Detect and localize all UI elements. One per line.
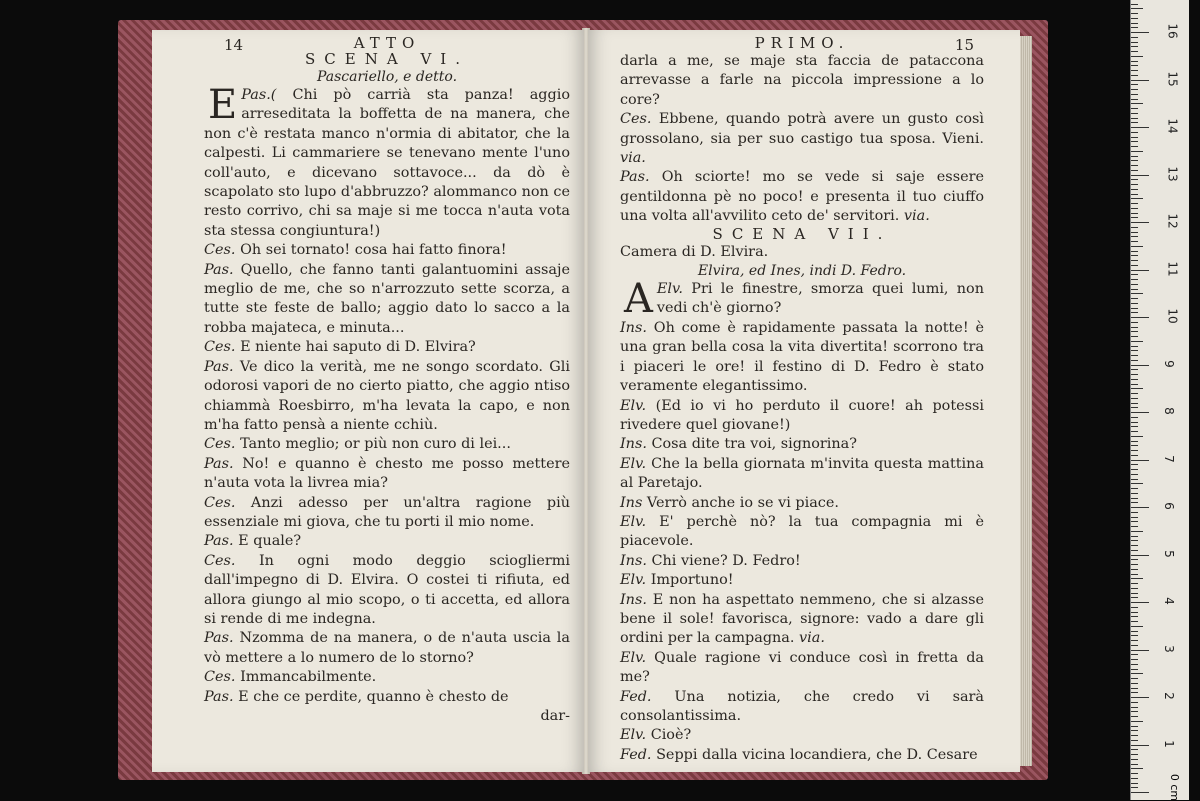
ruler-tick: [1131, 483, 1143, 484]
ruler-tick: [1131, 208, 1138, 209]
line-text: In ogni modo deggio sciogliermi dall'impegno di D. Elvira. O costei ti rifiuta, ed allora giungo al mio scopo, o ti accetta, ed allora si rende di me indegna.: [204, 552, 571, 627]
ruler-tick: [1131, 545, 1138, 546]
ruler-tick: [1131, 165, 1138, 166]
speaker-label: Pas.: [204, 533, 239, 550]
ruler-tick: [1131, 531, 1143, 532]
speaker-label: Pas.: [204, 261, 241, 278]
ruler-tick: [1131, 526, 1138, 527]
ruler-tick: [1131, 298, 1138, 299]
line-text: Verrò anche io se vi piace.: [646, 494, 839, 511]
speaker-label: Ces.: [620, 111, 659, 128]
ruler-tick: [1131, 645, 1138, 646]
ruler-tick: [1131, 388, 1143, 389]
ruler-tick: [1131, 327, 1138, 328]
speaker-label: Elv.: [620, 513, 660, 530]
ruler-tick: [1131, 502, 1138, 503]
dialogue-line: [204, 629, 570, 668]
dialogue-line: [620, 571, 984, 590]
ruler-tick: [1131, 450, 1138, 451]
ruler-tick: [1131, 697, 1149, 698]
ruler-tick: [1131, 23, 1138, 24]
ruler-tick: [1131, 222, 1149, 223]
ruler-tick: [1131, 284, 1138, 285]
speaker-label: Ins.: [620, 436, 652, 453]
dialogue-line: [620, 397, 984, 436]
ruler-number: 1: [1161, 739, 1176, 748]
speaker-label: Elv.: [620, 572, 651, 589]
ruler-number: 4: [1161, 597, 1176, 605]
line-text: Cosa dite tra voi, signorina?: [651, 436, 857, 453]
dialogue-line: [204, 494, 570, 533]
ruler-number: 10: [1165, 308, 1180, 324]
speaker-label: Ces.: [204, 669, 241, 686]
ruler-tick: [1131, 293, 1143, 294]
line-text: Immancabilmente.: [240, 669, 377, 686]
measurement-ruler: [1130, 0, 1189, 800]
ruler-tick: [1131, 745, 1149, 746]
ruler-tick: [1131, 431, 1138, 432]
ruler-tick: [1131, 583, 1138, 584]
ruler-tick: [1131, 650, 1149, 651]
drop-cap: A: [624, 276, 653, 323]
ruler-tick: [1131, 65, 1138, 66]
ruler-tick: [1131, 146, 1138, 147]
ruler-tick: [1131, 707, 1138, 708]
ruler-tick: [1131, 593, 1138, 594]
ruler-tick: [1131, 289, 1138, 290]
ruler-tick: [1131, 569, 1138, 570]
line-text: Tanto meglio; or più non curo di lei...: [240, 436, 511, 453]
ruler-tick: [1131, 455, 1138, 456]
dialogue-line: [620, 494, 984, 513]
dialogue-line: [204, 358, 570, 436]
speaker-label: Ces.: [204, 552, 259, 569]
speaker-label: Pas.: [204, 688, 239, 705]
line-text: Seppi dalla vicina locandiera, che D. Cesare: [656, 746, 978, 763]
ruler-number: 2: [1161, 692, 1176, 700]
ruler-tick: [1131, 412, 1149, 413]
line-text: Una notizia, che credo vi sarà consolantissima.: [620, 688, 984, 724]
ruler-tick: [1131, 574, 1138, 575]
line-text: Quello, che fanno tanti galantuomini assaje meglio de me, che so n'arrozzuto sette scorza, a tutte ste feste de ballo; aggio dato lo sacco a la robba majateca, e minuta...: [204, 261, 570, 336]
ruler-tick: [1131, 654, 1138, 655]
ruler-tick: [1131, 778, 1138, 779]
left-header: [204, 34, 570, 52]
ruler-tick: [1131, 355, 1138, 356]
ruler-tick: [1131, 274, 1138, 275]
ruler-tick: [1131, 540, 1138, 541]
speaker-label: Ins.: [620, 552, 652, 569]
page-number-left: 14: [224, 36, 244, 54]
ruler-tick: [1131, 232, 1138, 233]
line-text: Oh sei tornato! cosa hai fatto finora!: [240, 242, 507, 259]
dialogue-line: [204, 338, 570, 357]
ruler-tick: [1131, 312, 1138, 313]
dialogue-line: [620, 552, 984, 571]
ruler-tick: [1131, 379, 1138, 380]
ruler-tick: [1131, 89, 1138, 90]
header-word-right: PRIMO.: [754, 34, 850, 52]
ruler-tick: [1131, 384, 1138, 385]
header-word-left: ATTO: [353, 34, 421, 52]
speaker-label: Ces.: [204, 436, 241, 453]
speaker-label: Fed.: [620, 746, 657, 763]
ruler-tick: [1131, 445, 1138, 446]
ruler-tick: [1131, 113, 1138, 114]
line-text: E' perchè nò? la tua compagnia mi è piacevole.: [620, 513, 984, 550]
ruler-tick: [1131, 132, 1138, 133]
ruler-tick: [1131, 512, 1138, 513]
ruler-tick: [1131, 108, 1138, 109]
ruler-tick: [1131, 265, 1138, 266]
ruler-tick: [1131, 773, 1138, 774]
cast-left: Pascariello, e detto.: [316, 69, 458, 85]
ruler-tick: [1131, 141, 1138, 142]
ruler-tick: [1131, 13, 1138, 14]
ruler-tick: [1131, 550, 1138, 551]
ruler-tick: [1131, 303, 1138, 304]
line-text: Nzomma de na manera, o de n'auta uscia la vò mettere a lo numero de lo storno?: [204, 630, 570, 666]
dialogue-line: [204, 261, 570, 339]
dialogue-right-b: [620, 276, 984, 765]
ruler-tick: [1131, 474, 1138, 475]
dialogue-line: [620, 319, 984, 397]
ruler-unit: 0 cm: [1168, 773, 1182, 801]
line-text: Ve dico la verità, me ne songo scordato. Gli odorosi vapori de no cierto piatto, che aggio ntiso chiammà Roesbirro, m'ha levata la capo, e non m'ha fatto pensà a niente cchiù.: [204, 358, 570, 433]
line-text: Cioè?: [650, 727, 692, 744]
line-text: Importuno!: [650, 572, 734, 589]
ruler-tick: [1131, 759, 1138, 760]
ruler-tick: [1131, 184, 1138, 185]
speaker-label: Pas.: [204, 358, 240, 375]
ruler-tick: [1131, 621, 1138, 622]
cast-right: Elvira, ed Ines, indi D. Fedro.: [697, 263, 907, 280]
ruler-tick: [1131, 42, 1138, 43]
ruler-tick: [1131, 521, 1138, 522]
ruler-tick: [1131, 740, 1138, 741]
ruler-tick: [1131, 683, 1138, 684]
ruler-tick: [1131, 331, 1138, 332]
ruler-tick: [1131, 84, 1138, 85]
scene-title-right: SCENA VII.: [712, 224, 892, 243]
ruler-tick: [1131, 669, 1138, 670]
ruler-tick: [1131, 626, 1143, 627]
ruler-tick: [1131, 393, 1138, 394]
ruler-tick: [1131, 688, 1138, 689]
ruler-tick: [1131, 179, 1138, 180]
ruler-tick: [1131, 787, 1138, 788]
catchword: dar-: [540, 708, 570, 724]
setting-right: Camera di D. Elvira.: [620, 243, 769, 260]
ruler-tick: [1131, 94, 1138, 95]
ruler-number: 15: [1165, 70, 1180, 87]
speaker-label: Elv.: [620, 397, 656, 414]
ruler-tick: [1131, 479, 1138, 480]
ruler-tick: [1131, 498, 1138, 499]
ruler-tick: [1131, 426, 1138, 427]
ruler-tick: [1131, 322, 1138, 323]
dialogue-line: [620, 110, 984, 168]
ruler-tick: [1131, 260, 1138, 261]
line-text: E non ha aspettato nemmeno, che si alzasse bene il sole! favorisca, signore: vado a dare gli ordini per la campagna.: [620, 591, 984, 647]
line-text: Oh sciorte! mo se vede si saje essere gentildonna pè no poco! e presenta il tuo ciuffo una volta all'avvilito ceto de' servitori.: [620, 169, 984, 225]
stage-direction: via.: [794, 630, 825, 647]
dialogue-line: [204, 241, 570, 260]
left-page: [152, 30, 584, 772]
ruler-tick: [1131, 37, 1138, 38]
ruler-tick: [1131, 555, 1149, 556]
ruler-tick: [1131, 70, 1138, 71]
ruler-tick: [1131, 51, 1138, 52]
line-text: Chi pò carrià sta panza! aggio arreseditata la boffetta de na manera, che non c'è restata manco n'ormia di abitator, che la calpesti. Li cammariere se tenevano mente l'uno coll'auto, e dicevano sottavoce... da dò è scapolato sto lupo d'abbruzzo? alommanco non ce resto corrivo, chi sa maje si me tocca n'auta vota sta stessa congiuntura!): [204, 87, 570, 239]
dialogue-line: [620, 591, 984, 649]
dialogue-line: [620, 435, 984, 454]
speaker-label: Elv.: [620, 455, 652, 472]
ruler-tick: [1131, 255, 1138, 256]
ruler-tick: [1131, 189, 1138, 190]
ruler-tick: [1131, 764, 1138, 765]
speaker-label: Pas.(: [241, 87, 293, 103]
speaker-label: Pas.: [204, 630, 240, 647]
speaker-label: Pas.: [204, 455, 243, 472]
stage-direction: via.: [899, 208, 930, 225]
line-text: Che la bella giornata m'invita questa mattina al Paretajo.: [620, 455, 984, 492]
ruler-tick: [1131, 768, 1143, 769]
ruler-tick: [1131, 711, 1138, 712]
dialogue-line: [204, 82, 570, 241]
ruler-number: 7: [1161, 454, 1176, 463]
ruler-tick: [1131, 99, 1138, 100]
dialogue-line: [620, 726, 984, 745]
ruler-tick: [1131, 702, 1138, 703]
speaker-label: Fed.: [620, 688, 675, 705]
ruler-tick: [1131, 678, 1138, 679]
line-text: No! e quanno è chesto me posso mettere n'auta vota la livrea mia?: [204, 455, 571, 492]
ruler-tick: [1131, 407, 1138, 408]
dialogue-line: [204, 532, 570, 551]
dialogue-line: [620, 688, 984, 727]
ruler-tick: [1131, 8, 1143, 9]
ruler-tick: [1131, 156, 1138, 157]
speaker-label: Pas.: [620, 169, 662, 186]
ruler-tick: [1131, 270, 1149, 271]
dialogue-line: [620, 276, 984, 323]
scene-title-left: SCENA VI.: [305, 50, 469, 68]
ruler-tick: [1131, 360, 1138, 361]
line-text: E che ce perdite, quanno è chesto de: [238, 688, 509, 705]
ruler-tick: [1131, 749, 1138, 750]
dialogue-line: [204, 455, 570, 494]
ruler-tick: [1131, 441, 1138, 442]
ruler-tick: [1131, 602, 1149, 603]
ruler-tick: [1131, 488, 1138, 489]
ruler-tick: [1131, 631, 1138, 632]
ruler-tick: [1131, 735, 1138, 736]
ruler-tick: [1131, 18, 1138, 19]
ruler-tick: [1131, 61, 1138, 62]
speaker-label: Ces.: [204, 339, 241, 356]
ruler-tick: [1131, 692, 1138, 693]
speaker-label: Ins.: [620, 319, 654, 336]
dialogue-line: [620, 168, 984, 226]
speaker-label: Elv.: [620, 727, 651, 744]
ruler-tick: [1131, 118, 1138, 119]
ruler-tick: [1131, 730, 1138, 731]
line-text: Ebbene, quando potrà avere un gusto così grossolano, sia per suo castigo tua sposa. Vieni.: [620, 111, 984, 147]
ruler-tick: [1131, 659, 1138, 660]
ruler-tick: [1131, 137, 1138, 138]
ruler-tick: [1131, 564, 1138, 565]
ruler-tick: [1131, 217, 1138, 218]
ruler-tick: [1131, 493, 1138, 494]
opening-text: darla a me, se maje sta faccia de pataccona arrevasse a farle na piccola impressione a lo core?: [620, 53, 984, 108]
ruler-tick: [1131, 194, 1138, 195]
ruler-tick: [1131, 507, 1149, 508]
dialogue-line: [204, 552, 570, 630]
ruler-tick: [1131, 436, 1143, 437]
line-text: E niente hai saputo di D. Elvira?: [240, 339, 476, 356]
ruler-tick: [1131, 417, 1138, 418]
ruler-tick: [1131, 27, 1138, 28]
ruler-tick: [1131, 236, 1138, 237]
ruler-tick: [1131, 160, 1138, 161]
speaker-label: Elv.: [620, 649, 655, 666]
line-text: Chi viene? D. Fedro!: [651, 552, 801, 569]
ruler-tick: [1131, 716, 1138, 717]
ruler-tick: [1131, 341, 1143, 342]
ruler-tick: [1131, 792, 1149, 793]
ruler-tick: [1131, 588, 1138, 589]
ruler-tick: [1131, 517, 1138, 518]
ruler-tick: [1131, 469, 1138, 470]
ruler-tick: [1131, 616, 1138, 617]
ruler-tick: [1131, 346, 1138, 347]
ruler-tick: [1131, 612, 1138, 613]
ruler-tick: [1131, 122, 1138, 123]
ruler-tick: [1131, 246, 1143, 247]
ruler-tick: [1131, 374, 1138, 375]
ruler-number: 12: [1165, 213, 1180, 229]
ruler-tick: [1131, 251, 1138, 252]
dialogue-line: [204, 668, 570, 687]
dialogue-left: [204, 82, 571, 707]
ruler-tick: [1131, 536, 1138, 537]
ruler-tick: [1131, 783, 1138, 784]
ruler-tick: [1131, 673, 1143, 674]
ruler-tick: [1131, 46, 1138, 47]
ruler-number: 13: [1165, 165, 1180, 182]
ruler-tick: [1131, 398, 1138, 399]
page-edges: [1018, 36, 1032, 766]
ruler-tick: [1131, 464, 1138, 465]
dialogue-line: [204, 435, 570, 454]
ruler-tick: [1131, 198, 1143, 199]
ruler-tick: [1131, 721, 1143, 722]
ruler-number: 8: [1161, 407, 1176, 415]
speaker-label: Ins: [620, 494, 647, 511]
ruler-tick: [1131, 4, 1138, 5]
ruler-tick: [1131, 403, 1138, 404]
ruler-number: 5: [1161, 549, 1176, 558]
ruler-number: 11: [1165, 260, 1180, 277]
ruler-tick: [1131, 175, 1149, 176]
ruler-tick: [1131, 365, 1149, 366]
right-page: [588, 30, 1020, 772]
ruler-tick: [1131, 32, 1149, 33]
ruler-number: 9: [1161, 359, 1176, 368]
ruler-tick: [1131, 559, 1138, 560]
speaker-label: Ces.: [204, 242, 241, 259]
dialogue-line: [204, 688, 570, 707]
ruler-number: 3: [1161, 644, 1176, 653]
dialogue-line: [620, 746, 984, 765]
ruler-tick: [1131, 227, 1138, 228]
speaker-label: Elv.: [656, 281, 692, 298]
line-text: (Ed io vi ho perduto il cuore! ah potessi rivedere quel giovane!): [620, 397, 984, 433]
ruler-tick: [1131, 279, 1138, 280]
ruler-tick: [1131, 336, 1138, 337]
line-text: Anzi adesso per un'altra ragione più essenziale mi giova, che tu porti il mio nome.: [204, 494, 570, 530]
right-header: [620, 34, 984, 52]
ruler-tick: [1131, 635, 1138, 636]
ruler-tick: [1131, 369, 1138, 370]
ruler-tick: [1131, 308, 1138, 309]
ruler-tick: [1131, 640, 1138, 641]
ruler-tick: [1131, 597, 1138, 598]
stage-direction: via.: [620, 150, 646, 167]
ruler-number: 6: [1161, 502, 1176, 510]
ruler-tick: [1131, 103, 1143, 104]
ruler-tick: [1131, 75, 1138, 76]
line-text: Pri le finestre, smorza quei lumi, non vedi ch'è giorno?: [656, 281, 984, 317]
ruler-number: 14: [1165, 118, 1180, 134]
dialogue-right-a: [620, 110, 984, 226]
ruler-tick: [1131, 56, 1143, 57]
ruler-tick: [1131, 127, 1149, 128]
page-number-right: 15: [954, 36, 974, 54]
ruler-tick: [1131, 170, 1138, 171]
dialogue-line: [620, 455, 984, 494]
ruler-tick: [1131, 607, 1138, 608]
ruler-tick: [1131, 80, 1149, 81]
line-text: E quale?: [238, 533, 302, 550]
ruler-tick: [1131, 151, 1143, 152]
ruler-tick: [1131, 726, 1138, 727]
ruler-tick: [1131, 213, 1138, 214]
dialogue-line: [620, 513, 984, 552]
line-text: Oh come è rapidamente passata la notte! è una gran bella cosa la vita divertita! scorrono tra i piaceri le ore! il festino di D. Fedro è stato veramente elegantissimo.: [620, 319, 984, 395]
line-text: Quale ragione vi conduce così in fretta da me?: [620, 649, 984, 686]
ruler-tick: [1131, 422, 1138, 423]
ruler-tick: [1131, 664, 1138, 665]
drop-cap: E: [208, 82, 238, 128]
ruler-tick: [1131, 754, 1138, 755]
dialogue-line: [620, 649, 984, 688]
ruler-tick: [1131, 203, 1138, 204]
ruler-tick: [1131, 241, 1138, 242]
ruler-number: 16: [1165, 23, 1180, 39]
speaker-label: Ces.: [204, 494, 251, 511]
ruler-tick: [1131, 578, 1143, 579]
speaker-label: Ins.: [620, 591, 653, 608]
ruler-tick: [1131, 350, 1138, 351]
ruler-tick: [1131, 317, 1149, 318]
ruler-tick: [1131, 460, 1149, 461]
